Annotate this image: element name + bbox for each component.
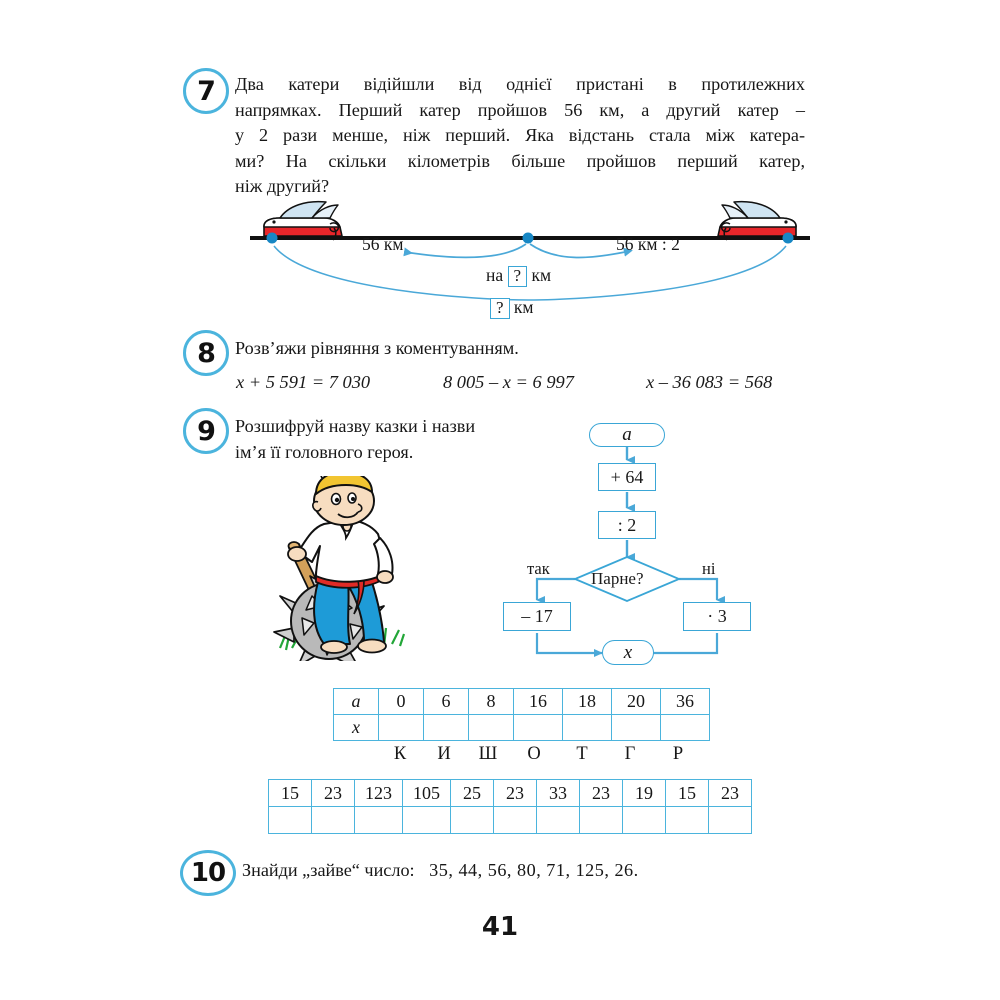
equation-1-text: x + 5 591 = 7 030 xyxy=(236,372,371,392)
left-distance-arrow xyxy=(405,244,526,257)
value-table-x-2[interactable] xyxy=(469,715,514,741)
decision-label: Парне? xyxy=(591,569,644,588)
value-table-a-5: 20 xyxy=(612,689,661,715)
exercise-9-line-2: ім’я її головного героя. xyxy=(235,441,414,462)
flowchart xyxy=(490,415,790,675)
foot-right xyxy=(358,640,386,653)
branch-yes-label: так xyxy=(527,559,550,578)
cipher-value-9: 15 xyxy=(666,780,709,807)
exercise-number-9: 9 xyxy=(183,408,229,454)
cipher-letters-row xyxy=(378,744,702,765)
exercise-10-line xyxy=(242,858,812,884)
left-distance-label: 56 км xyxy=(362,234,404,254)
cipher-value-2: 123 xyxy=(355,780,403,807)
equation-3-text: x – 36 083 = 568 xyxy=(646,372,773,392)
value-table-label-x: x xyxy=(334,715,379,741)
value-table-x-1[interactable] xyxy=(424,715,469,741)
exercise-number-7: 7 xyxy=(183,68,229,114)
right-distance-arrow xyxy=(530,244,625,257)
pupil-right xyxy=(351,497,355,501)
cipher-letter-3: О xyxy=(527,744,541,764)
exercise-10-text xyxy=(242,858,812,884)
left-boat-point xyxy=(267,233,278,244)
exercise-8-prompt xyxy=(235,336,805,362)
exercise-number-8: 8 xyxy=(183,330,229,376)
cipher-table-answers-row xyxy=(269,807,752,834)
cipher-answer-3[interactable] xyxy=(403,807,451,834)
value-table-a-6: 36 xyxy=(661,689,710,715)
pier-point xyxy=(523,233,534,244)
cipher-value-5: 23 xyxy=(494,780,537,807)
exercise-7-line-5: ніж другий? xyxy=(235,176,330,196)
flowchart-connectors xyxy=(490,415,790,675)
right-distance-label: 56 км : 2 xyxy=(616,234,680,254)
total-unknown-box: ? xyxy=(490,298,510,319)
table-row-x xyxy=(334,715,710,741)
cipher-letter-4: Т xyxy=(576,744,588,764)
cipher-letter-0: К xyxy=(393,744,407,764)
exercise-10-prompt: Знайди „зайве“ число: xyxy=(242,860,415,880)
value-table-a-1: 6 xyxy=(424,689,469,715)
value-table-x-0[interactable] xyxy=(379,715,424,741)
cipher-value-6: 33 xyxy=(537,780,580,807)
cipher-answer-2[interactable] xyxy=(355,807,403,834)
value-table-x-6[interactable] xyxy=(661,715,710,741)
cipher-value-10: 23 xyxy=(709,780,752,807)
value-table-x-5[interactable] xyxy=(612,715,661,741)
cipher-letter-5: Г xyxy=(624,744,636,764)
foot-left xyxy=(321,641,347,653)
cipher-value-0: 15 xyxy=(269,780,312,807)
branch-no-label: ні xyxy=(702,559,716,578)
cipher-answer-8[interactable] xyxy=(623,807,666,834)
value-table-label-a: a xyxy=(334,689,379,715)
hand-left xyxy=(288,547,306,561)
table-row-a xyxy=(334,689,710,715)
cipher-answer-7[interactable] xyxy=(580,807,623,834)
total-distance-label xyxy=(490,297,534,319)
exercise-8-equation-1 xyxy=(236,372,370,393)
flowchart-step-div2: : 2 xyxy=(598,511,656,539)
cipher-answer-9[interactable] xyxy=(666,807,709,834)
cipher-letter-2: Ш xyxy=(478,744,498,764)
cipher-letter-1: И xyxy=(437,744,451,764)
exercise-7-line-2: напрямках. Перший катер пройшов 56 км, а другий катер – xyxy=(235,99,805,120)
pupil-left xyxy=(335,498,339,502)
value-table-x-3[interactable] xyxy=(514,715,563,741)
cipher-table xyxy=(268,779,752,834)
value-table-a-4: 18 xyxy=(563,689,612,715)
cipher-answer-6[interactable] xyxy=(537,807,580,834)
illustration-svg xyxy=(272,476,472,661)
pants xyxy=(314,582,350,644)
cipher-value-8: 19 xyxy=(623,780,666,807)
exercise-7-text xyxy=(235,72,805,200)
exercise-10-numbers: 35, 44, 56, 80, 71, 125, 26. xyxy=(429,860,639,880)
cipher-answer-5[interactable] xyxy=(494,807,537,834)
cipher-answer-0[interactable] xyxy=(269,807,312,834)
exercise-7-line-3: у 2 рази менше, ніж перший. Яка відстань стала між катера- xyxy=(235,125,805,145)
exercise-8-prompt-text: Розв’яжи рівняння з коментуванням. xyxy=(235,338,519,358)
right-boat-point xyxy=(783,233,794,244)
cipher-answer-4[interactable] xyxy=(451,807,494,834)
difference-label xyxy=(486,265,551,287)
exercise-8-equation-3 xyxy=(646,372,772,393)
value-table-x-4[interactable] xyxy=(563,715,612,741)
boats-distance-diagram xyxy=(250,196,810,321)
exercise-7-line-1: Два катери відійшли від однієї пристані в протилежних xyxy=(235,74,805,94)
total-label-unit: км xyxy=(513,297,534,317)
equation-2-text: 8 005 – x = 6 997 xyxy=(443,372,574,392)
cipher-value-3: 105 xyxy=(403,780,451,807)
value-table-a-0: 0 xyxy=(379,689,424,715)
cipher-answer-10[interactable] xyxy=(709,807,752,834)
difference-unknown-box: ? xyxy=(508,266,528,287)
flowchart-step-add64: + 64 xyxy=(598,463,656,491)
difference-label-unit: км xyxy=(531,265,552,285)
illustration-kotyhoroshko xyxy=(272,476,472,661)
value-table xyxy=(333,688,710,741)
flowchart-end-node: x xyxy=(602,640,654,665)
value-table-a-3: 16 xyxy=(514,689,563,715)
exercise-9-line-1: Розшифруй назву казки і назви xyxy=(235,416,476,436)
cipher-value-1: 23 xyxy=(312,780,355,807)
cipher-value-4: 25 xyxy=(451,780,494,807)
cipher-table-values-row xyxy=(269,780,752,807)
difference-label-prefix: на xyxy=(486,265,504,285)
flowchart-branch-minus17: – 17 xyxy=(503,602,571,631)
cipher-letter-6: Р xyxy=(672,744,684,764)
value-table-a-2: 8 xyxy=(469,689,514,715)
exercise-8-equation-2 xyxy=(443,372,574,393)
exercise-number-10: 10 xyxy=(180,850,236,896)
flowchart-start-node: a xyxy=(589,423,665,447)
nose xyxy=(358,504,362,512)
page-number: 41 xyxy=(481,912,519,942)
exercise-7-line-4: ми? На скільки кілометрів більше пройшов перший катер, xyxy=(235,150,805,171)
flowchart-branch-times3: · 3 xyxy=(683,602,751,631)
cipher-value-7: 23 xyxy=(580,780,623,807)
cipher-answer-1[interactable] xyxy=(312,807,355,834)
hand-right xyxy=(377,571,393,583)
